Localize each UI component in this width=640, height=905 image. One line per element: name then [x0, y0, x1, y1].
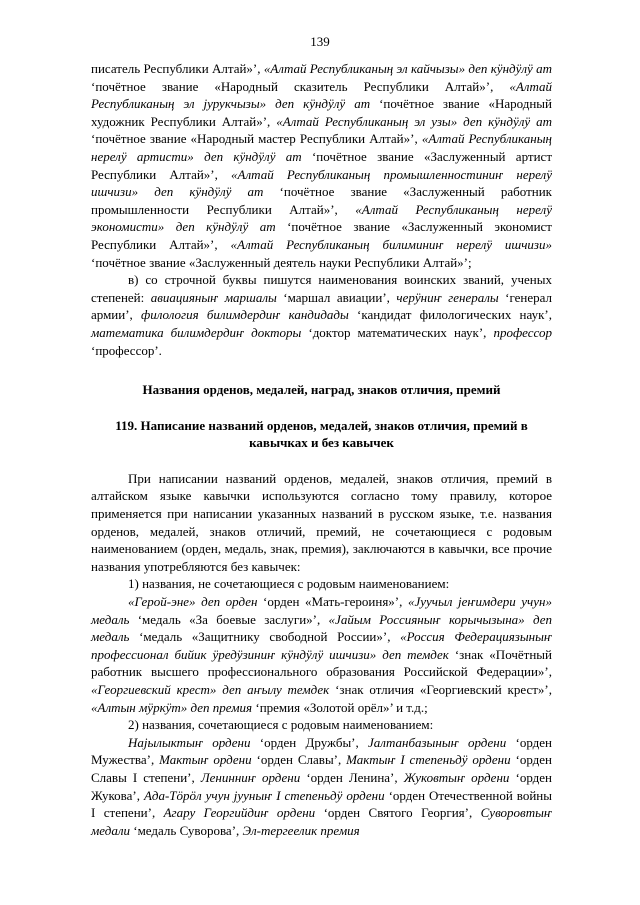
text-run: ‘маршал авиации’,: [276, 289, 397, 305]
text-run: ‘медаль «За боевые заслуги»’,: [129, 611, 329, 627]
text-run: ‘почётное звание «Заслуженный деятель науки Республики Алтай»’;: [91, 254, 472, 270]
italic-term: авиацияныҥ маршалы: [150, 289, 277, 305]
italic-term: профессор: [493, 324, 552, 340]
text-run: ‘почётное звание «Народный художник Республики Алтай»’,: [91, 96, 553, 129]
italic-term: математика билимдердиҥ докторы: [91, 324, 302, 340]
list-item-2-label: [91, 716, 552, 734]
text-run: ‘профессор’.: [91, 342, 162, 358]
text-run: 1) названия, не сочетающиеся с родовым наименованием:: [128, 576, 450, 592]
text-run: ‘орден Ленина’,: [300, 769, 404, 785]
text-run: ‘медаль «Защитнику свободной России»’,: [129, 629, 401, 645]
text-run: ‘орден «Мать-героиня»’,: [257, 594, 408, 610]
text-run: ‘премия «Золотой орёл»’ и т.д.;: [252, 699, 428, 715]
italic-term: черӱниҥ генералы: [396, 289, 499, 305]
text-run: ‘кандидат филологических наук’,: [348, 307, 552, 323]
italic-term: «Алтай Республиканың эл кайчызы» деп кӱндӱлӱ ат: [263, 61, 552, 76]
italic-term: «Јайым Россияныҥ корычызына» деп медаль: [91, 611, 552, 645]
italic-term: Эл-тергеелик премия: [242, 822, 360, 838]
italic-term: «Алтай Республиканың промышленностиниҥ нерелӱ ишчизи» деп кӱндӱлӱ ат: [91, 166, 552, 200]
text-run: в) со строчной буквы пишутся наименования воинских званий, ученых степеней:: [91, 272, 552, 305]
text-run: ‘орден Дружбы’,: [250, 734, 369, 750]
text-run: ‘доктор математических наук’,: [301, 324, 494, 340]
document-body: [91, 60, 552, 839]
list-item-1-label: [91, 575, 552, 593]
italic-term: Јалтанбазыныҥ ордени: [368, 734, 507, 750]
text-run: ‘почётное звание «Заслуженный артист Республики Алтай»’,: [91, 148, 552, 182]
italic-term: Мактыҥ I степеньдӱ ордени: [346, 752, 511, 768]
text-run: ‘орден Славы I степени’,: [91, 752, 552, 785]
paragraph-military-ranks: [91, 271, 552, 359]
italic-term: «Алтай Республиканың эл узы» деп кӱндӱлӱ ат: [276, 113, 552, 129]
italic-term: Агару Георгийдиҥ ордени: [163, 805, 316, 821]
italic-term: «Алтай Республиканың эл јурукчызы» деп кӱндӱлӱ ат: [91, 78, 552, 112]
paragraph-honorary-titles: [91, 60, 552, 271]
italic-term: «Россия Федерациязыныҥ профессионал бийик ӱредӱзиниҥ кӱндӱлӱ ишчизи» деп темдек: [91, 629, 552, 662]
text-run: 2) названия, сочетающиеся с родовым наименованием:: [128, 717, 434, 733]
text-run: ‘орден Отечественной войны I степени’,: [91, 787, 552, 821]
italic-term: Ленинниҥ ордени: [200, 769, 301, 785]
section-heading: Названия орденов, медалей, наград, знаков отличия, премий: [142, 382, 501, 398]
text-run: ‘генерал армии’,: [91, 289, 553, 323]
text-run: писатель Республики Алтай»’,: [91, 61, 264, 76]
italic-term: Најылыктыҥ ордени: [128, 734, 251, 750]
page-number: 139: [310, 34, 330, 49]
text-run: ‘почётное звание «Заслуженный работник промышленности Республики Алтай»’,: [91, 184, 552, 217]
text-run: ‘знак отличия «Георгиевский крест»’,: [329, 682, 552, 697]
italic-term: «Георгиевский крест» деп аҥылу темдек: [91, 682, 330, 697]
list-item-2-examples: [91, 734, 552, 840]
paragraph-quotation-rule: [91, 470, 552, 576]
italic-term: «Алтай Республиканың нерелӱ экономисти» деп кӱндӱлӱ ат: [91, 201, 552, 235]
italic-term: «Јуучыл јеҥимдери учун» медаль: [91, 594, 552, 627]
text-run: ‘медаль Суворова’,: [130, 822, 243, 838]
italic-term: «Алтай Республиканың нерелӱ артисти» деп кӱндӱлӱ ат: [91, 131, 553, 164]
italic-term: «Герой-эне» деп орден: [128, 594, 258, 610]
text-run: ‘знак «Почётный работник высшего профессионального образования Российской Федерации»’,: [91, 646, 552, 680]
text-run: ‘почётное звание «Народный мастер Республики Алтай»’,: [91, 131, 422, 147]
list-item-1-examples: [91, 593, 552, 716]
italic-term: филология билимдердиҥ кандидады: [141, 307, 349, 323]
text-run: ‘орден Святого Георгия’,: [315, 805, 481, 821]
italic-term: Суворовтыҥ медали: [91, 805, 552, 838]
text-run: ‘почётное звание «Заслуженный экономист Республики Алтай»’,: [91, 219, 552, 252]
italic-term: Ада-Тӧрӧл учун јууныҥ I степеньдӱ ордени: [143, 787, 385, 803]
italic-term: Мактыҥ ордени: [159, 752, 252, 768]
text-run: ‘почётное звание «Народный сказитель Республики Алтай»’,: [91, 78, 510, 94]
rule-heading: 119. Написание названий орденов, медалей, знаков отличия, премий в кавычках и без кавычек: [115, 417, 528, 451]
italic-term: «Алтай Республиканың билиминиҥ нерелӱ ишчизи»: [230, 236, 552, 252]
italic-term: «Алтын мӱркӱт» деп премия: [91, 699, 253, 715]
text-run: ‘орден Жукова’,: [91, 769, 553, 803]
text-run: ‘орден Славы’,: [251, 752, 347, 768]
italic-term: Жуковтыҥ ордени: [403, 769, 510, 785]
text-run: ‘орден Мужества’,: [91, 734, 552, 768]
text-run: При написании названий орденов, медалей, знаков отличия, премий в алтайском языке кавычки используются согласно тому правилу, которое применяется при написании указанных названий в русском языке, т.е. названия орденов, медалей, знаков отличий, премий, не сочетающиеся с родовым наименованием (орден, медаль, знак, премия), заключаются в кавычки, все прочие названия употребляются без кавычек:: [91, 470, 552, 574]
